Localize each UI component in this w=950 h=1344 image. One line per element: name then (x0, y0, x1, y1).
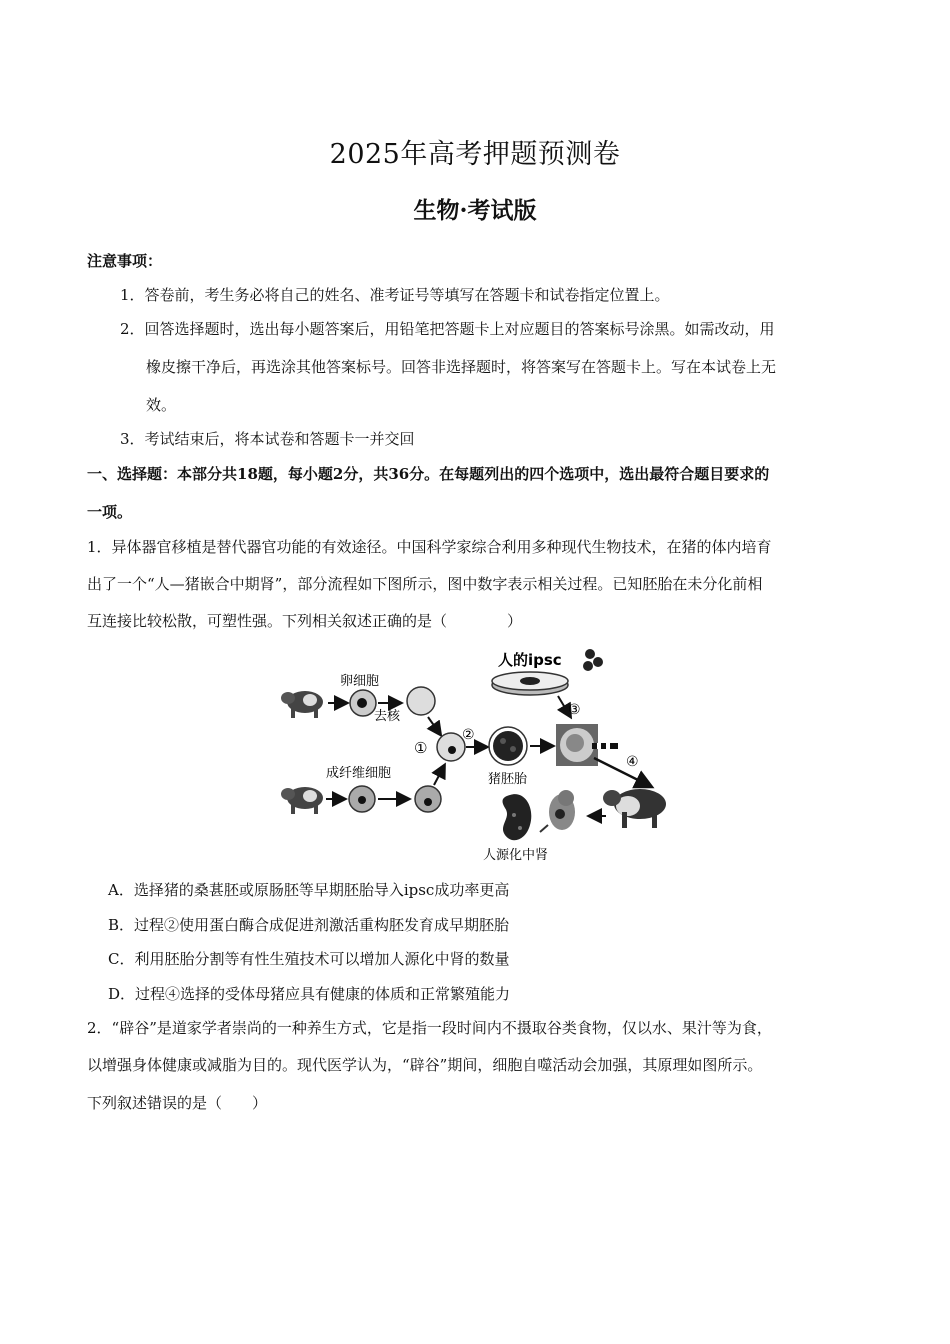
culture-dish-icon (492, 672, 568, 695)
label-fibroblast: 成纤维细胞 (326, 766, 392, 781)
injection-embryo-icon (556, 724, 618, 766)
notice-item-2-line-2: 橡皮擦干净后，再选涂其他答案标号。回答非选择题时，将答案写在答题卡上。写在本试卷上无 (146, 358, 777, 376)
q1-option-d: D．过程④选择的受体母猪应具有健康的体质和正常繁殖能力 (108, 985, 511, 1003)
q1-figure (0, 640, 950, 870)
label-ipsc: 人的ipsc (498, 651, 562, 669)
step-3-label: ③ (568, 702, 581, 718)
pig-icon (281, 691, 323, 718)
fibroblast-cell-icon (349, 786, 375, 812)
surrogate-pig-icon (603, 789, 666, 828)
label-kidney: 人源化中肾 (483, 848, 549, 863)
reconstructed-embryo-icon (437, 733, 465, 761)
ipsc-cells-icon (583, 649, 603, 671)
step-2-label: ② (462, 727, 475, 743)
label-enucleate: 去核 (374, 709, 401, 724)
q2-line-3: 下列叙述错误的是（ ） (87, 1094, 268, 1112)
label-embryo: 猪胚胎 (488, 772, 528, 787)
q1-line-3: 互连接比较松散，可塑性强。下列相关叙述正确的是（ ） (87, 612, 523, 630)
enucleated-egg-icon (407, 687, 435, 715)
notice-item-2-line-1: 2．回答选择题时，选出每小题答案后，用铅笔把答题卡上对应题目的答案标号涂黑。如需改动，用 (120, 320, 775, 338)
notice-item-3: 3．考试结束后，将本试卷和答题卡一并交回 (120, 430, 415, 448)
notice-item-1: 1．答卷前，考生务必将自己的姓名、准考证号等填写在答题卡和试卷指定位置上。 (120, 286, 670, 304)
page-title: 2025年高考押题预测卷 (329, 139, 621, 170)
notice-heading: 注意事项： (87, 252, 163, 270)
q2-line-2: 以增强身体健康或减脂为目的。现代医学认为，“辟谷”期间，细胞自噬活动会加强，其原理如图所示。 (87, 1056, 763, 1074)
notice-item-2-line-3: 效。 (146, 396, 177, 414)
q1-line-2: 出了一个“人—猪嵌合中期肾”，部分流程如下图所示，图中数字表示相关过程。已知胚胎在未分化前相 (87, 575, 763, 593)
q1-option-a: A．选择猪的桑葚胚或原肠胚等早期胚胎导入ipsc成功率更高 (108, 881, 510, 899)
fibroblast-nucleus-icon (415, 786, 441, 812)
page-subtitle: 生物·考试版 (413, 197, 537, 224)
pig-fetus-icon (540, 790, 575, 832)
pig-embryo-icon (489, 727, 527, 765)
pig-icon (281, 787, 323, 814)
section-1-line-2: 一项。 (87, 503, 133, 521)
q1-line-1: 1．异体器官移植是替代器官功能的有效途径。中国科学家综合利用多种现代生物技术，在猪的体内培育 (87, 538, 772, 556)
label-egg: 卵细胞 (340, 674, 380, 689)
step-4-label: ④ (626, 754, 639, 770)
q1-option-b: B．过程②使用蛋白酶合成促进剂激活重构胚发育成早期胚胎 (108, 916, 510, 934)
step-1-label: ① (414, 739, 428, 757)
q2-line-1: 2．“辟谷”是道家学者崇尚的一种养生方式，它是指一段时间内不摄取谷类食物，仅以水、果汁等为食， (87, 1019, 772, 1037)
q1-option-c: C．利用胚胎分割等有性生殖技术可以增加人源化中肾的数量 (108, 950, 510, 968)
kidney-icon (503, 794, 532, 840)
egg-cell-icon (350, 690, 376, 716)
section-1-line-1: 一、选择题：本部分共18题，每小题2分，共36分。在每题列出的四个选项中，选出最符合题目要求的 (87, 465, 770, 483)
